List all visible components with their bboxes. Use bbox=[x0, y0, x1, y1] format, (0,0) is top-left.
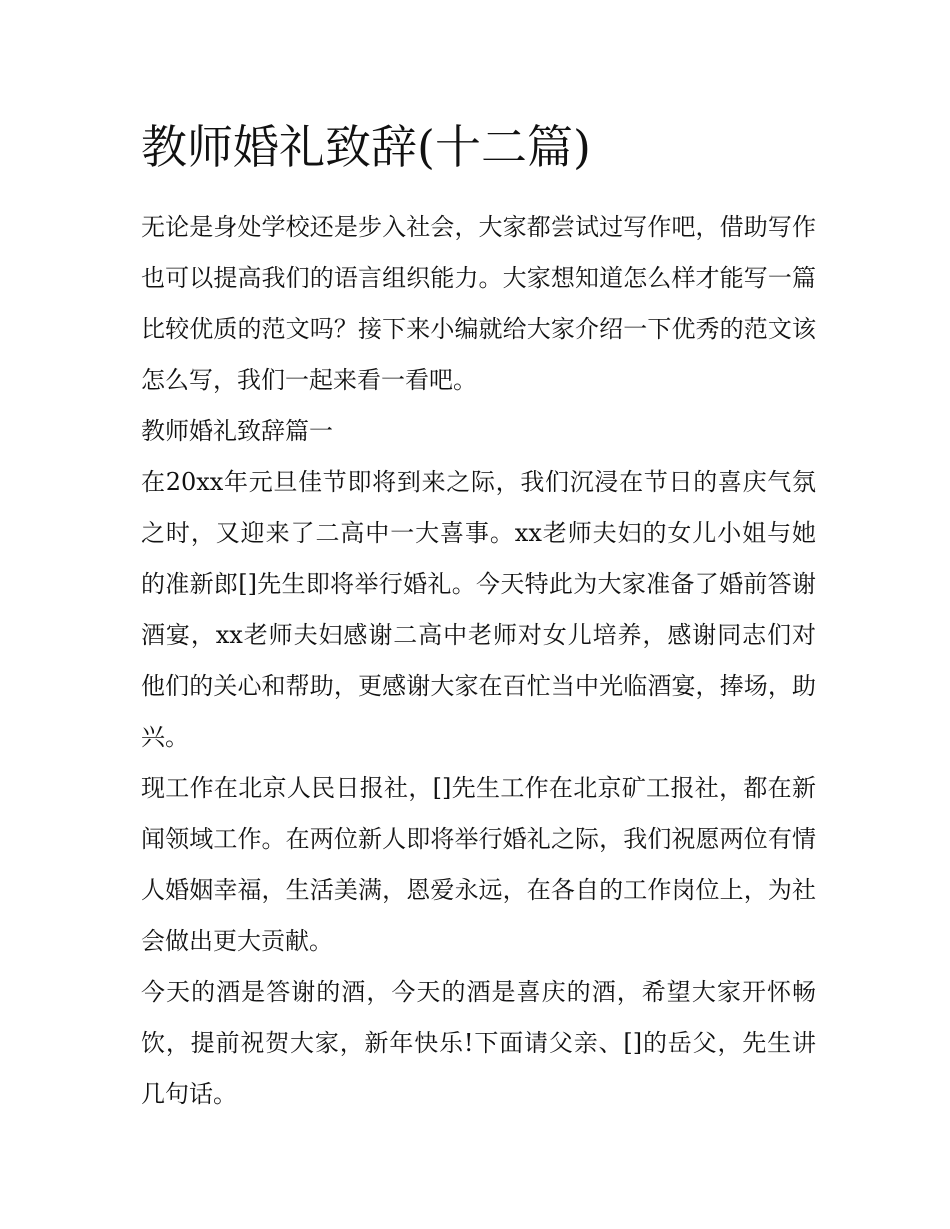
section-heading: 教师婚礼致辞篇一 bbox=[141, 417, 333, 445]
document-body bbox=[141, 112, 816, 1120]
body-paragraph-1: 在20xx年元旦佳节即将到来之际，我们沉浸在节日的喜庆气氛之时，又迎来了二高中一大喜事。xx老师夫妇的女儿小姐与她的准新郎[]先生即将举行婚礼。今天特此为大家准备了婚前答谢酒宴，xx老师夫妇感谢二高中老师对女儿培养，感谢同志们对他们的关心和帮助，更感谢大家在百忙当中光临酒宴，捧场，助兴。 bbox=[141, 468, 816, 751]
intro-paragraph: 无论是身处学校还是步入社会，大家都尝试过写作吧，借助写作也可以提高我们的语言组织能力。大家想知道怎么样才能写一篇比较优质的范文吗？接下来小编就给大家介绍一下优秀的范文该怎么写，我们一起来看一看吧。 bbox=[141, 213, 816, 394]
body-paragraph-2: 现工作在北京人民日报社，[]先生工作在北京矿工报社，都在新闻领域工作。在两位新人即将举行婚礼之际，我们祝愿两位有情人婚姻幸福，生活美满，恩爱永远，在各自的工作岗位上，为社会做出更大贡献。 bbox=[141, 774, 816, 955]
document-title: 教师婚礼致辞(十二篇) bbox=[141, 120, 591, 174]
body-paragraph-3: 今天的酒是答谢的酒，今天的酒是喜庆的酒，希望大家开怀畅饮，提前祝贺大家，新年快乐!下面请父亲、[]的岳父，先生讲几句话。 bbox=[141, 978, 816, 1108]
